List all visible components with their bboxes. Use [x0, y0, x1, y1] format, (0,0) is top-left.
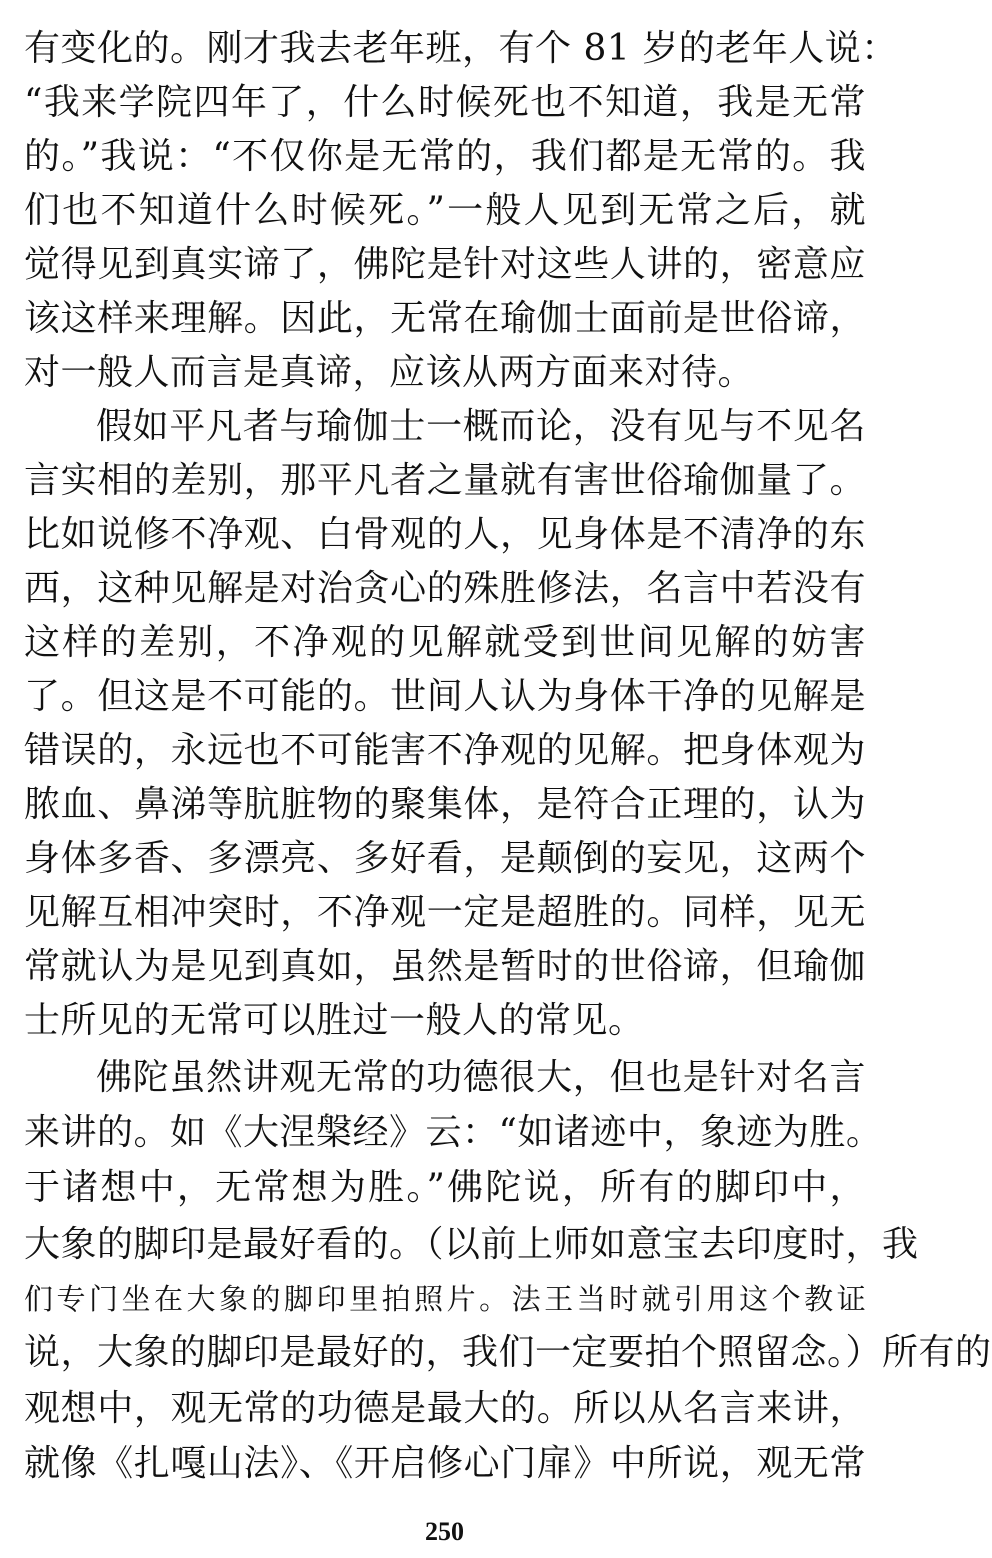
text-line: 比如说修不净观、白骨观的人，见身体是不清净的东 — [24, 514, 866, 555]
text-line: 说，大象的脚印是最好的，我们一定要拍个照留念。）所有的 — [24, 1332, 992, 1373]
text-line: 该这样来理解。因此，无常在瑜伽士面前是世俗谛， — [24, 298, 866, 339]
text-line: 见解互相冲突时，不净观一定是超胜的。同样，见无 — [24, 892, 866, 933]
page-number: 250 — [425, 1517, 464, 1546]
paragraph-first-line: 假如平凡者与瑜伽士一概而论，没有见与不见名 — [96, 406, 866, 447]
text-line: 了。但这是不可能的。世间人认为身体干净的见解是 — [24, 676, 866, 717]
text-line: 于诸想中，无常想为胜。”佛陀说，所有的脚印中， — [24, 1167, 866, 1208]
text-line: 大象的脚印是最好看的。（以前上师如意宝去印度时，我 — [24, 1224, 919, 1265]
paragraph-first-line: 佛陀虽然讲观无常的功德很大，但也是针对名言 — [96, 1057, 866, 1098]
text-line: 对一般人而言是真谛，应该从两方面来对待。 — [24, 352, 755, 393]
text-line: 言实相的差别，那平凡者之量就有害世俗瑜伽量了。 — [24, 460, 866, 501]
text-line: 就像《扎嘎山法》、《开启修心门扉》中所说，观无常 — [24, 1443, 866, 1484]
text-line: 错误的，永远也不可能害不净观的见解。把身体观为 — [24, 730, 866, 771]
text-line: 脓血、鼻涕等肮脏物的聚集体，是符合正理的，认为 — [24, 784, 866, 825]
text-line: 有变化的。刚才我去老年班，有个 81 岁的老年人说： — [24, 28, 898, 69]
text-line: 的。”我说：“不仅你是无常的，我们都是无常的。我 — [24, 136, 866, 177]
text-line: 来讲的。如《大涅槃经》云：“如诸迹中，象迹为胜。 — [24, 1112, 883, 1153]
text-line: 常就认为是见到真如，虽然是暂时的世俗谛，但瑜伽 — [24, 946, 866, 987]
text-line: 西，这种见解是对治贪心的殊胜修法，名言中若没有 — [24, 568, 866, 609]
text-line: 觉得见到真实谛了，佛陀是针对这些人讲的，密意应 — [24, 244, 866, 285]
text-line: “我来学院四年了，什么时候死也不知道，我是无常 — [24, 82, 866, 123]
text-line: 士所见的无常可以胜过一般人的常见。 — [24, 1000, 645, 1041]
text-line: 身体多香、多漂亮、多好看，是颠倒的妄见，这两个 — [24, 838, 866, 879]
annotation-line: 们专门坐在大象的脚印里拍照片。法王当时就引用这个教证 — [24, 1282, 866, 1316]
text-line: 观想中，观无常的功德是最大的。所以从名言来讲， — [24, 1388, 866, 1429]
text-line: 们也不知道什么时候死。”一般人见到无常之后，就 — [24, 190, 866, 231]
text-line: 这样的差别，不净观的见解就受到世间见解的妨害 — [24, 622, 866, 663]
